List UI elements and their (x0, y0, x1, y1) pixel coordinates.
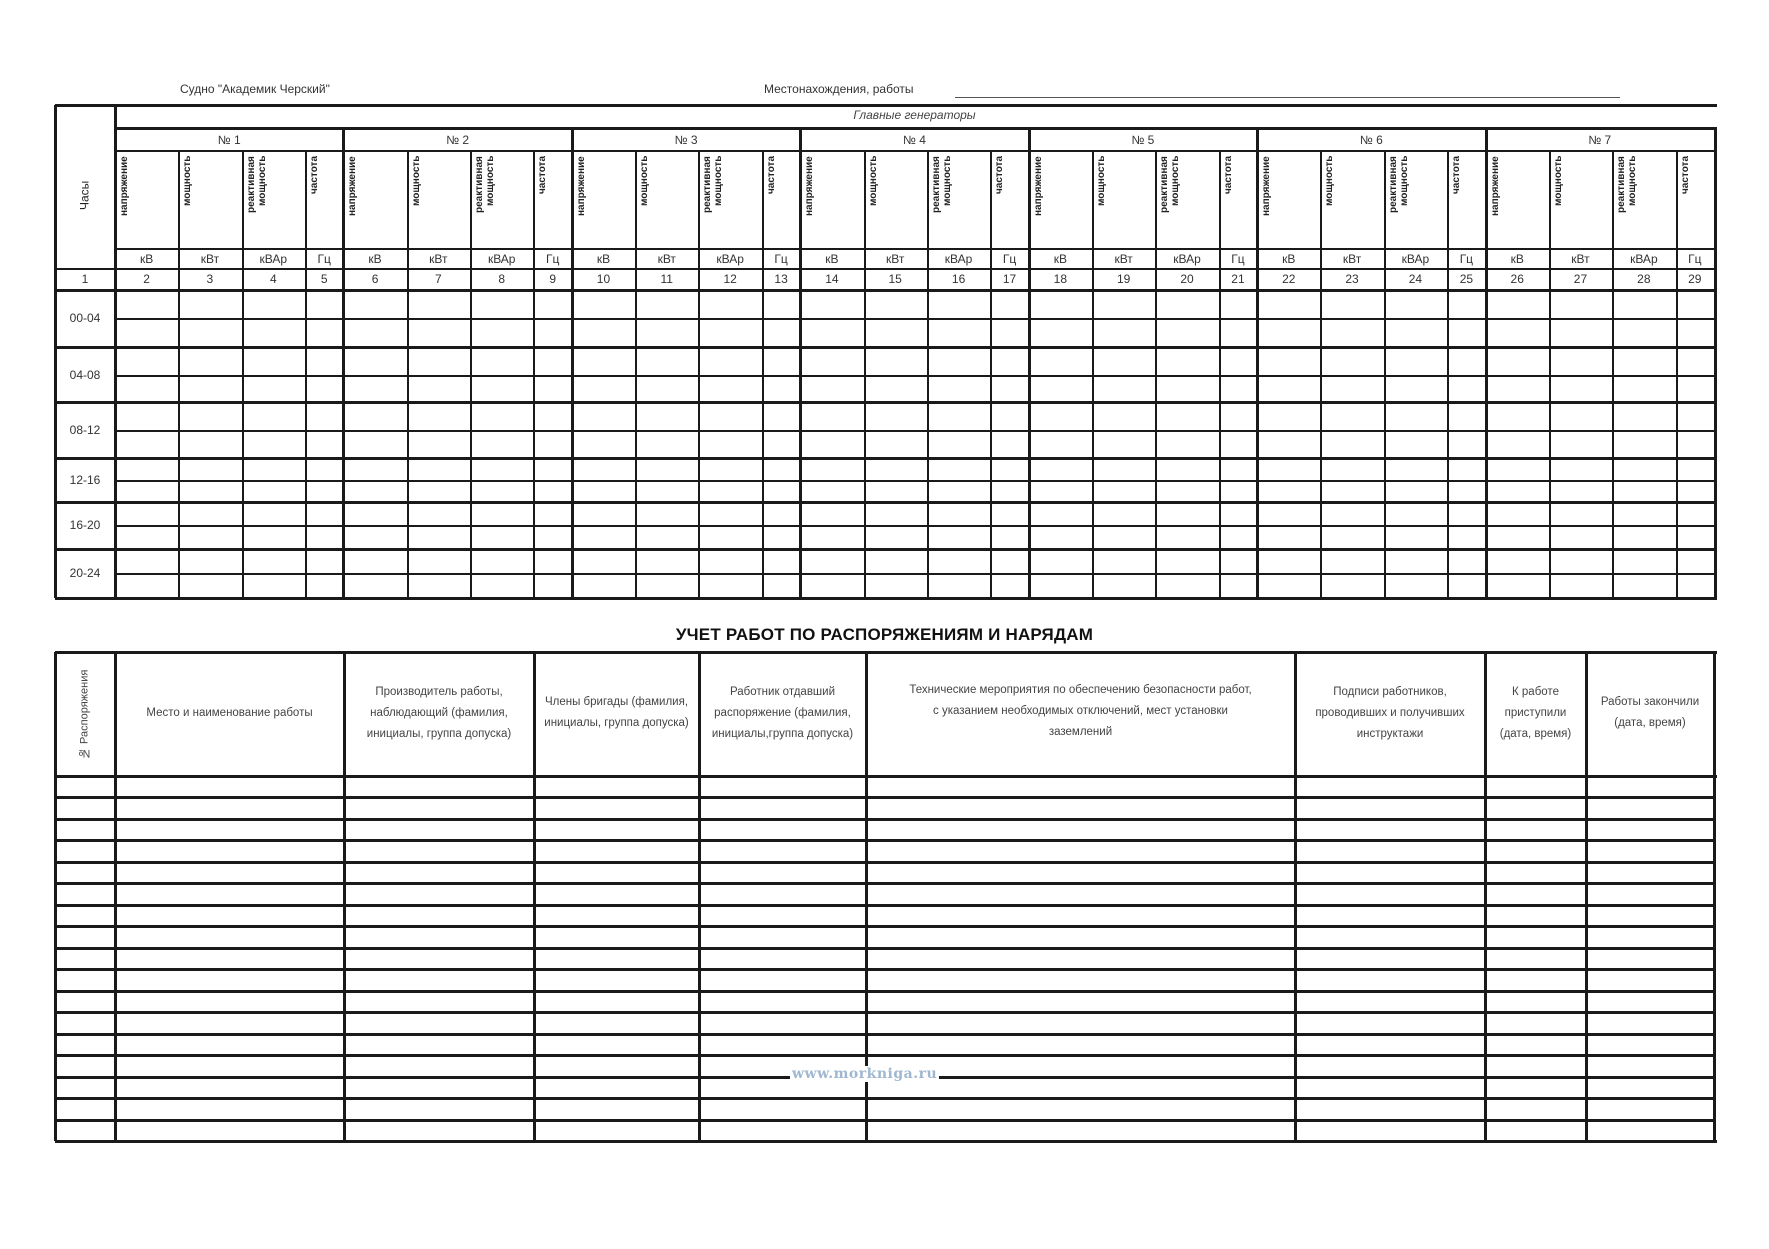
unit-label: кВт (1571, 251, 1590, 266)
parameter-label: частота (1451, 156, 1463, 195)
parameter-label: мощность (1095, 156, 1107, 207)
parameter-label: реактивная мощность (245, 156, 268, 213)
generator-header: № 7 (1588, 132, 1612, 147)
unit-label: кВАр (716, 251, 744, 266)
location-label: Местонахождения, работы (764, 82, 914, 96)
unit-label: кВт (886, 251, 905, 266)
parameter-label: напряжение (1032, 156, 1044, 216)
column-number: 12 (723, 272, 737, 286)
unit-label: кВАр (1401, 251, 1430, 266)
generator-header: № 5 (1131, 132, 1155, 147)
data-cell-row[interactable] (115, 458, 1714, 480)
data-cell-row[interactable] (115, 430, 1714, 458)
parameter-label: реактивная мощность (1616, 156, 1639, 213)
parameter-label: мощность (639, 156, 651, 207)
unit-label: Гц (1002, 251, 1017, 266)
unit-label: кВт (1342, 251, 1362, 266)
data-cell-row[interactable] (115, 402, 1714, 430)
column-number: 10 (596, 272, 611, 286)
column-number: 7 (434, 272, 442, 286)
orders-table-row[interactable] (55, 840, 1714, 861)
parameter-label: мощность (1552, 156, 1564, 207)
watermark: www.morkniga.ru (792, 1066, 938, 1082)
unit-label: кВ (1510, 251, 1524, 266)
orders-table-row[interactable] (55, 1034, 1714, 1055)
unit-label: кВАр (944, 251, 973, 266)
parameters-row-line (115, 150, 1714, 152)
parameter-label: мощность (182, 156, 194, 207)
orders-header-cell: № Распоряжения (78, 669, 91, 759)
column-number: 11 (660, 272, 673, 286)
generator-header: № 2 (446, 132, 470, 147)
generator-header: № 1 (217, 132, 241, 147)
parameter-label: частота (765, 156, 777, 195)
table-border-top (55, 104, 1717, 107)
column-number: 3 (206, 272, 214, 286)
parameter-label: реактивная мощность (473, 156, 496, 213)
unit-label: Гц (545, 251, 560, 266)
parameter-label: напряжение (1261, 156, 1273, 216)
data-cell-row[interactable] (115, 525, 1714, 548)
unit-label: кВт (429, 251, 448, 266)
orders-header-cell: Члены бригады (фамилия, инициалы, группа допуска) (544, 696, 689, 729)
orders-header-cell: Работы закончили (дата, время) (1600, 696, 1700, 729)
unit-label: Гц (1688, 251, 1702, 266)
orders-header-cell: Подписи работников, проводивших и получивших инструктажи (1315, 685, 1465, 740)
parameter-label: реактивная мощность (1387, 156, 1410, 213)
orders-table-row[interactable] (55, 926, 1714, 947)
orders-table-row[interactable] (55, 776, 1714, 797)
orders-header-cell: Работник отдавший распоряжение (фамилия, инициалы,группа допуска) (711, 685, 854, 740)
parameter-label: напряжение (575, 156, 587, 216)
orders-table-row[interactable] (55, 905, 1714, 926)
column-number: 2 (143, 272, 150, 286)
unit-label: кВ (1282, 251, 1296, 266)
hours-label: Часы (77, 180, 92, 210)
unit-label: кВ (825, 251, 839, 266)
column-number: 19 (1116, 272, 1131, 286)
orders-table-row[interactable] (55, 862, 1714, 883)
orders-table-row[interactable] (55, 991, 1714, 1012)
parameter-label: напряжение (804, 156, 816, 216)
unit-label: кВт (1114, 251, 1133, 266)
column-number: 14 (825, 272, 839, 286)
column-number: 4 (269, 272, 277, 286)
data-cell-row[interactable] (115, 318, 1714, 346)
orders-header-cell: Место и наименование работы (146, 706, 313, 719)
column-number: 13 (774, 272, 788, 286)
time-period-label: 20-24 (69, 566, 101, 581)
parameter-label: частота (1679, 156, 1691, 195)
parameter-label: напряжение (119, 156, 130, 216)
orders-table-row[interactable] (55, 797, 1714, 818)
unit-label: кВАр (487, 251, 516, 266)
column-number: 5 (320, 272, 328, 286)
parameter-label: частота (994, 156, 1006, 195)
orders-header-cell: Производитель работы, наблюдающий (фамилия, инициалы, группа допуска) (366, 685, 512, 740)
location-input-line[interactable] (955, 97, 1620, 98)
time-period-label: 08-12 (69, 423, 101, 438)
column-number: 20 (1180, 272, 1194, 286)
column-number: 22 (1282, 272, 1296, 286)
parameter-label: реактивная мощность (930, 156, 953, 213)
column-number: 17 (1002, 272, 1017, 286)
data-cell-row[interactable] (115, 375, 1714, 403)
generator-header: № 4 (903, 132, 926, 147)
column-number: 28 (1637, 272, 1651, 286)
orders-table-row[interactable] (55, 1012, 1714, 1033)
data-cell-row[interactable] (115, 290, 1714, 318)
main-generators-title: Главные генераторы (853, 108, 976, 122)
orders-header-cell: К работе приступили (дата, время) (1499, 685, 1572, 740)
column-number: 26 (1510, 272, 1524, 286)
data-cell-row[interactable] (115, 573, 1714, 598)
parameter-label: частота (537, 156, 549, 195)
parameter-label: мощность (867, 156, 879, 207)
column-number: 23 (1345, 272, 1359, 286)
parameter-label: реактивная мощность (702, 156, 725, 213)
generator-header: № 6 (1359, 132, 1383, 147)
unit-label: кВт (657, 251, 676, 266)
unit-label: кВ (596, 251, 611, 266)
column-number: 8 (498, 272, 506, 286)
parameter-label: мощность (410, 156, 422, 207)
unit-label: кВАр (1630, 251, 1658, 266)
column-number: 16 (951, 272, 966, 286)
time-period-label: 00-04 (69, 311, 101, 326)
table-border-right (1714, 128, 1717, 598)
column-number: 29 (1688, 272, 1702, 286)
time-period-label: 12-16 (69, 473, 101, 488)
orders-table-row[interactable] (55, 948, 1714, 969)
data-cell-row[interactable] (115, 549, 1714, 574)
parameter-label: напряжение (347, 156, 359, 216)
parameter-label: частота (1222, 156, 1234, 195)
unit-label: кВАр (1173, 251, 1201, 266)
unit-label: кВ (1053, 251, 1067, 266)
unit-label: Гц (1459, 251, 1474, 266)
unit-label: кВАр (259, 251, 288, 266)
column-number: 6 (371, 272, 379, 286)
time-period-label: 04-08 (69, 367, 101, 382)
generator-header: № 3 (674, 132, 698, 147)
column-number: 9 (549, 272, 556, 286)
column-number: 15 (888, 272, 902, 286)
parameter-label: реактивная мощность (1159, 156, 1182, 213)
orders-table-row[interactable] (55, 969, 1714, 990)
unit-label: кВ (368, 251, 382, 266)
unit-label: кВт (200, 251, 220, 266)
column-number: 21 (1231, 272, 1245, 286)
unit-label: кВ (140, 251, 154, 266)
column-number: 18 (1053, 272, 1068, 286)
orders-table-row[interactable] (55, 1120, 1714, 1141)
parameter-label: частота (309, 156, 321, 195)
orders-table-row[interactable] (55, 1098, 1714, 1119)
data-cell-row[interactable] (115, 502, 1714, 525)
parameter-label: мощность (1324, 156, 1336, 207)
orders-section-title: УЧЕТ РАБОТ ПО РАСПОРЯЖЕНИЯМ И НАРЯДАМ (675, 625, 1094, 644)
ship-name: Судно "Академик Черский" (180, 82, 330, 96)
unit-label: Гц (317, 251, 331, 266)
unit-label: Гц (1231, 251, 1245, 266)
unit-label: Гц (774, 251, 788, 266)
column-number: 27 (1573, 272, 1588, 286)
orders-table-row[interactable] (55, 883, 1714, 904)
parameter-label: напряжение (1489, 156, 1501, 216)
column-number: 1 (81, 272, 89, 286)
data-cell-row[interactable] (115, 480, 1714, 502)
column-number: 25 (1459, 272, 1474, 286)
orders-header-cell: Технические мероприятия по обеспечению безопасности работ, с указанием необходимых отключений, мест установки заземлений (909, 684, 1252, 738)
data-cell-row[interactable] (115, 347, 1714, 375)
orders-table-row[interactable] (55, 819, 1714, 840)
time-period-label: 16-20 (69, 518, 101, 533)
column-number: 24 (1408, 272, 1423, 286)
